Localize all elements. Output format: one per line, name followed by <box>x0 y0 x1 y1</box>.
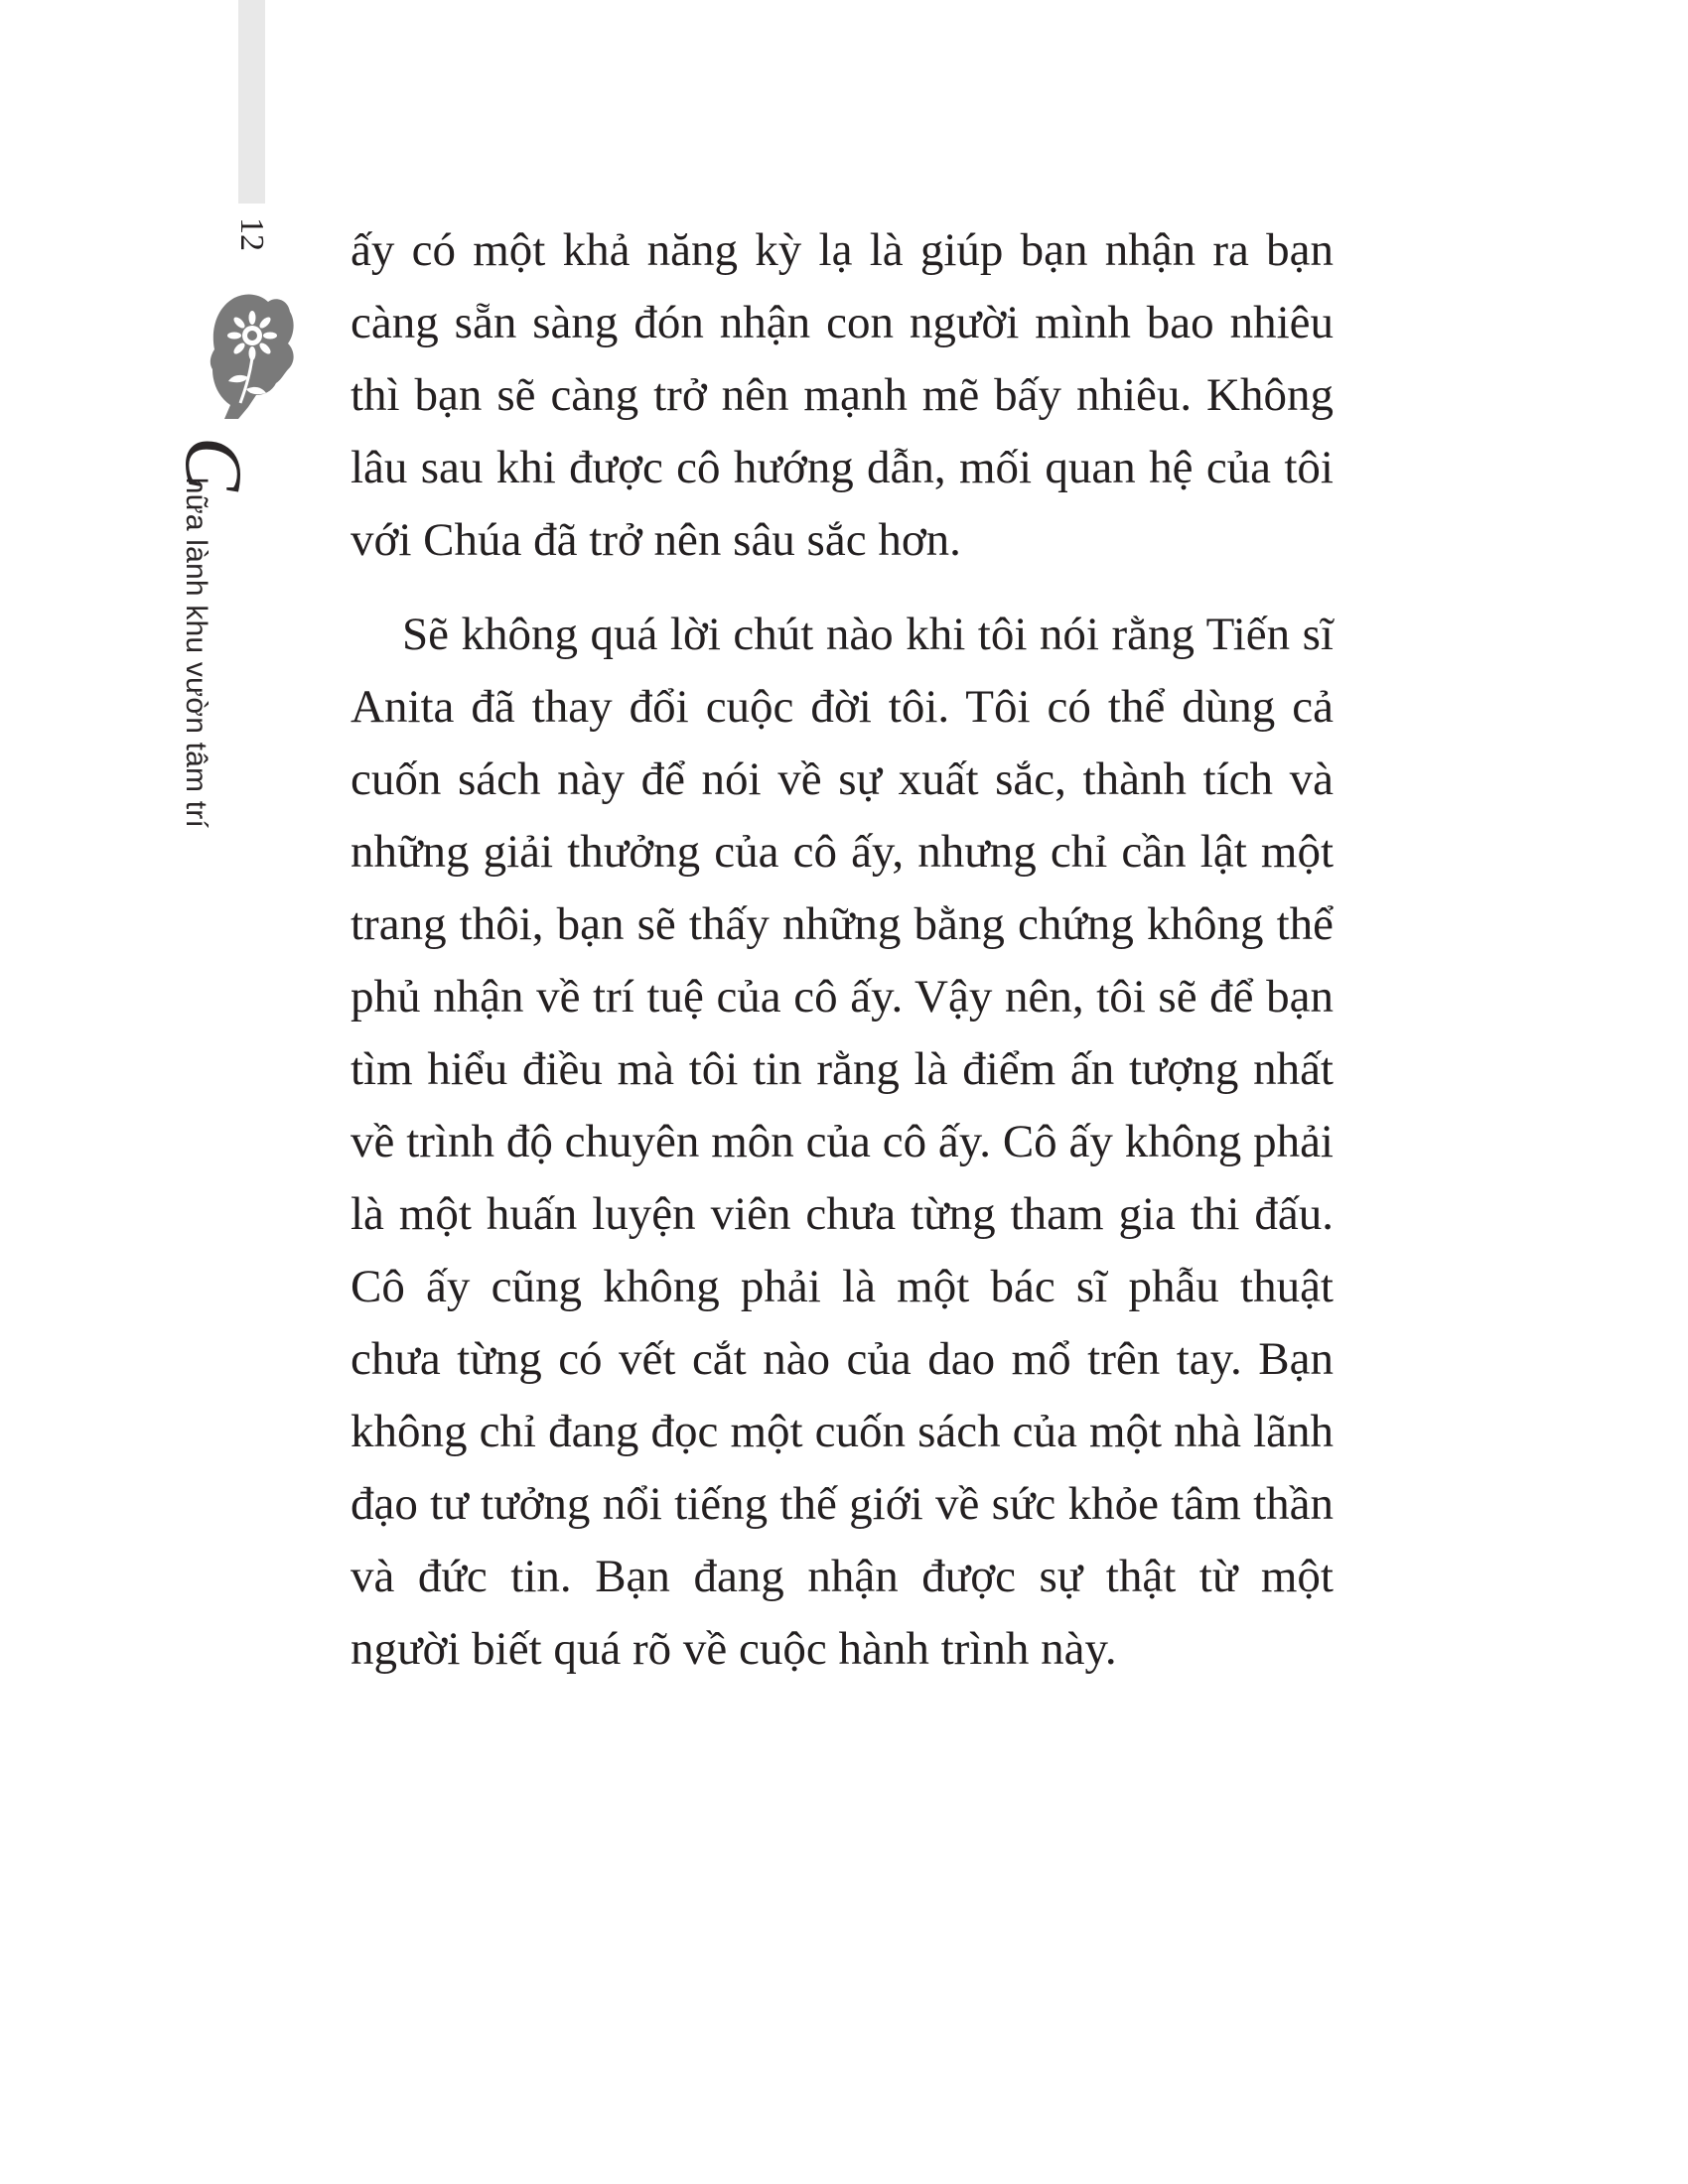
paragraph: ấy có một khả năng kỳ lạ là giúp bạn nhận ra bạn càng sẵn sàng đón nhận con người mình bao nhiêu thì bạn sẽ càng trở nên mạnh mẽ bấy nhiêu. Không lâu sau khi được cô hướng dẫn, mối quan hệ của tôi với Chúa đã trở nên sâu sắc hơn. <box>351 224 1334 566</box>
running-title <box>169 437 259 829</box>
page-edge-tab <box>238 0 265 204</box>
page-number: 12 <box>233 217 270 251</box>
body-text <box>351 214 1334 1686</box>
sunflower-profile-emblem-icon <box>205 288 300 421</box>
sunflower-profile-emblem-icon-graphic <box>205 288 300 421</box>
running-title-text: hữa lành khu vườn tâm trí <box>180 477 212 829</box>
running-title-initial: C <box>169 437 259 491</box>
paragraph: Sẽ không quá lời chút nào khi tôi nói rằng Tiến sĩ Anita đã thay đổi cuộc đời tôi. Tôi có thể dùng cả cuốn sách này để nói về sự xuất sắc, thành tích và những giải thưởng của cô ấy, nhưng chỉ cần lật một trang thôi, bạn sẽ thấy những bằng chứng không thể phủ nhận về trí tuệ của cô ấy. Vậy nên, tôi sẽ để bạn tìm hiểu điều mà tôi tin rằng là điểm ấn tượng nhất về trình độ chuyên môn của cô ấy. Cô ấy không phải là một huấn luyện viên chưa từng tham gia thi đấu. Cô ấy cũng không phải là một bác sĩ phẫu thuật chưa từng có vết cắt nào của dao mổ trên tay. Bạn không chỉ đang đọc một cuốn sách của một nhà lãnh đạo tư tưởng nổi tiếng thế giới về sức khỏe tâm thần và đức tin. Bạn đang nhận được sự thật từ một người biết quá rõ về cuộc hành trình này. <box>351 609 1334 1675</box>
